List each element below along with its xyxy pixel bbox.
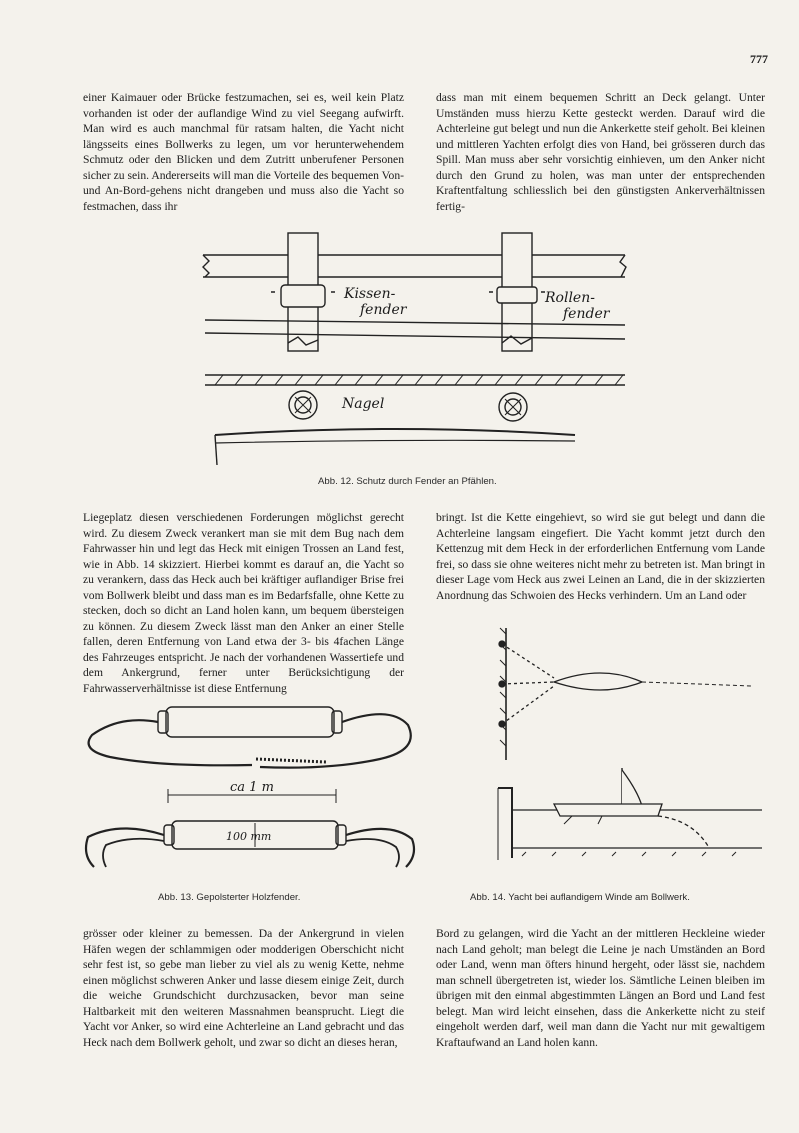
caption-fig-14: Abb. 14. Yacht bei auflandigem Winde am Bollwerk. xyxy=(470,892,690,903)
caption-fig-12: Abb. 12. Schutz durch Fender an Pfählen. xyxy=(318,476,497,487)
text-bottom-left: grösser oder kleiner zu bemessen. Da der Ankergrund in vielen Häfen wegen der schlammigen oder modderigen Oberschicht nicht sehr fest ist, so gebe man lieber zu viel als zu wenig Kette, nehme einen möglichst schweren Anker und lasse diesem einige Zeit, durch die weiche Grundschicht durchzusacken, bevor man seine Haltbarkeit mit den weiteren Massnahmen beansprucht. Liegt die Yacht vor Anker, so wird eine Achterleine an Land gebracht und das Heck nach dem Bollwerk geholt, und zwar so dicht an dieses heran, xyxy=(83,927,404,1049)
page-number: 777 xyxy=(750,52,768,66)
label-diameter-100mm: 100 mm xyxy=(226,830,272,843)
label-length-1m: ca 1 m xyxy=(230,780,274,795)
text-top-right: dass man mit einem bequemen Schritt an Deck gelangt. Unter Umständen muss hierzu Kette gesteckt werden. Darauf wird die Achterleine gut belegt und nun die Ankerkette steif geholt. Bei kleinen und mittleren Yachten erfolgt dies von Hand, bei grösseren durch das Spill. Man muss aber sehr vorsichtig einhieven, um den Anker nicht durch den Grund zu holen, was man unter der entsprechenden Kraftentfaltung schliesslich bei den günstigsten Ankerverhältnissen fertig- xyxy=(436,91,765,213)
text-middle-right: bringt. Ist die Kette eingehievt, so wird sie gut belegt und dann die Achterleine langsam eingefiert. Die Yacht kommt jetzt durch den Kettenzug mit dem Heck in der erforderlichen Entfernung vom Lande frei, so dass sie ohne weiteres nicht mehr zu betreten ist. Man bringt in dieser Lage vom Heck aus zwei Leinen an Land, die in der skizzierten Anordnung das Schwoien des Hecks verhindern. Um an Land oder xyxy=(436,511,765,602)
figure-12-pile-fenders xyxy=(195,215,635,470)
text-bottom-right: Bord zu gelangen, wird die Yacht an der mittleren Heckleine wieder nach Land geholt; man belegt die Leine je nach Umständen an Bord oder Land, wenn man öfters hinund hergeht, oder lässt sie, nachdem man schnell übergetreten ist, wieder los. Sämtliche Leinen bleiben im übrigen mit den einmal abgestimmten Längen an Bord und Land fest belegt. Man wird leicht einsehen, dass die Ankerkette nicht zu steif eingeholt werden darf, weil man dann die Yacht nur mit gewaltigem Kraftaufwand an Land holen kann. xyxy=(436,927,765,1049)
caption-fig-13: Abb. 13. Gepolsterter Holzfender. xyxy=(158,892,301,903)
text-middle-left: Liegeplatz diesen verschiedenen Forderungen möglichst gerecht wird. Zu diesem Zweck verankert man sie mit dem Bug nach dem Fahrwasser hin und legt das Heck mit einigen Trossen an Land fest, wie in Abb. 14 skizziert. Hierbei kommt es darauf an, die Yacht so zu verankern, dass das Heck auch bei kräftiger auflandiger Brise frei vom Bollwerk bleibt und dass man es im Bedarfsfalle, ohne Kette zu stecken, doch so dicht an Land holen kann, um bequem übersteigen zu können. Zu diesem Zweck lässt man den Anker an einer Stelle fallen, deren Entfernung von Land etwa der 3- bis 4fachen Länge des Fahrzeuges entspricht. Je nach der vorhandenen Wassertiefe und dem Ankergrund, ferner unter Berücksichtigung der Fahrwasserverhältnisse ist diese Entfernung xyxy=(83,511,404,695)
label-kissenfender: Kissen- fender xyxy=(344,286,407,318)
label-nagel: Nagel xyxy=(342,396,385,412)
figure-14-yacht-at-bulwark xyxy=(462,620,762,865)
text-top-left: einer Kaimauer oder Brücke festzumachen, sei es, weil kein Platz vorhanden ist oder der auflandige Wind zu viel Seegang aufwirft. Man wird es auch manchmal für ratsam halten, die Yacht nicht längsseits eines Bollwerks zu legen, um vor herunterwehendem Schmutz oder den Blicken und dem Zutritt unberufener Personen sicher zu sein. Andererseits will man die Vorteile des bequemen Von- und An-Bord-gehens nicht drangeben und muss also die Yacht so festmachen, dass ihr xyxy=(83,91,404,213)
label-rollenfender: Rollen- fender xyxy=(545,290,610,322)
